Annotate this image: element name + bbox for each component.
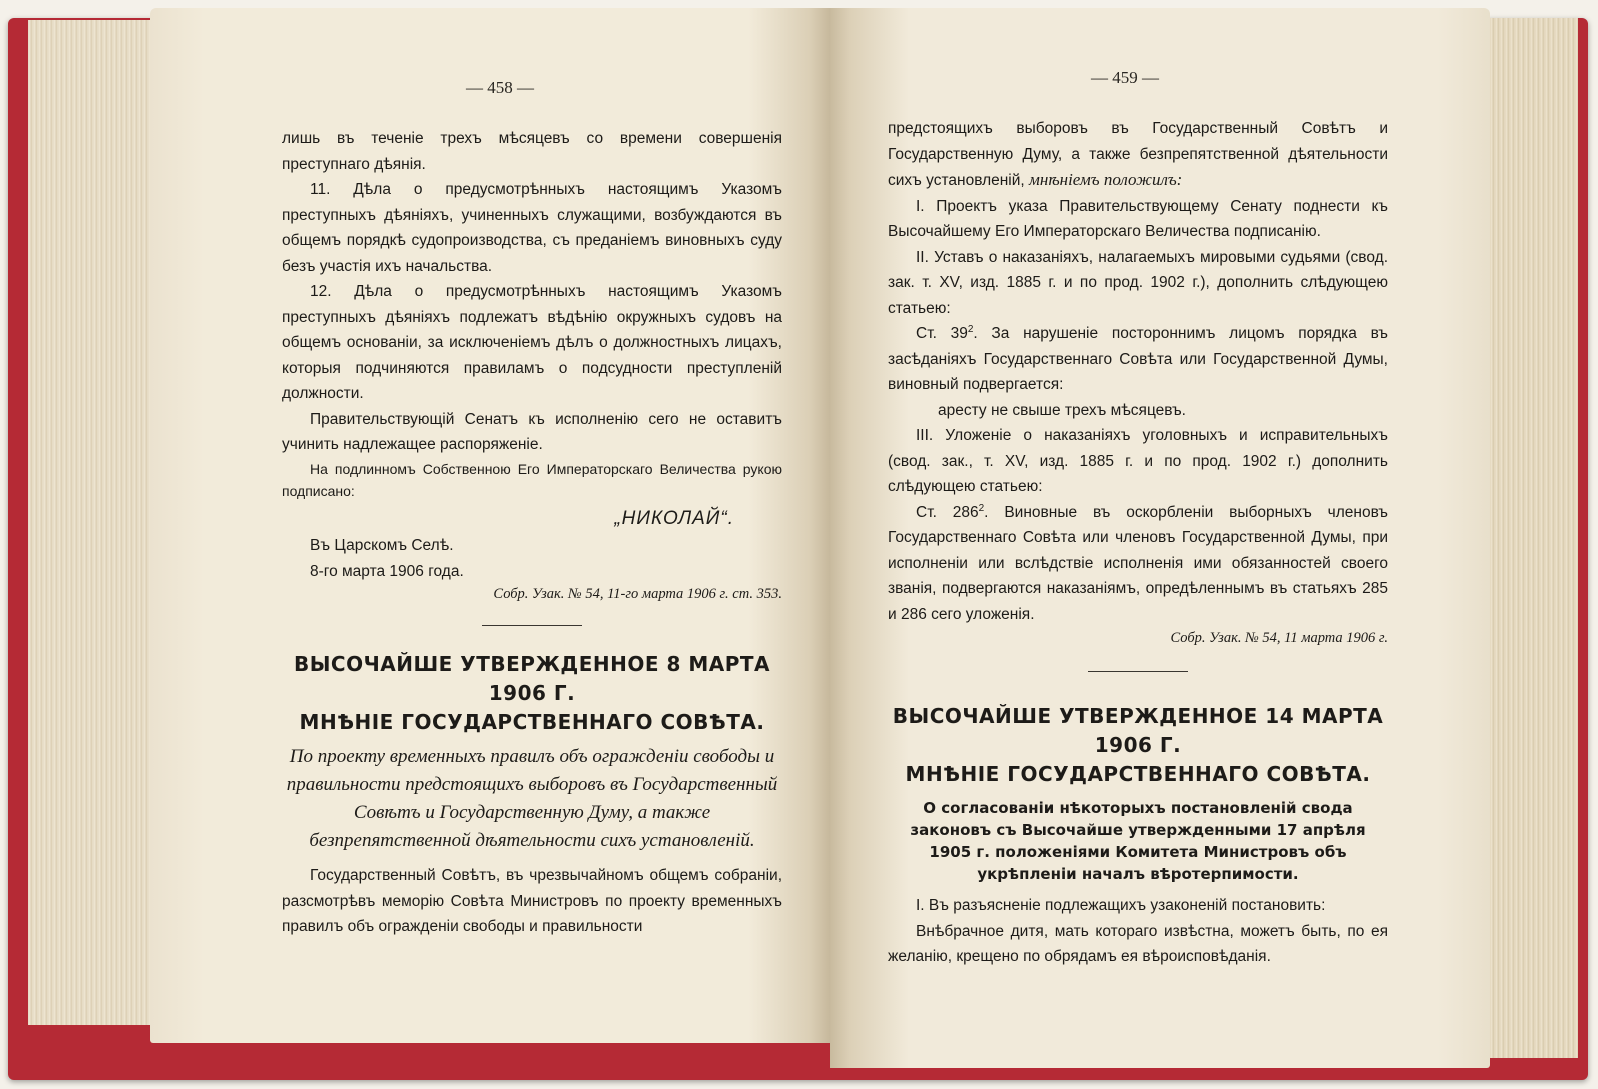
article-number: Ст. 39: [916, 325, 968, 342]
article-superscript: 2: [978, 502, 985, 514]
page-number-left: — 458 —: [466, 78, 534, 97]
divider: [482, 625, 582, 626]
paragraph: лишь въ теченіе трехъ мѣсяцевъ со времени совершенія преступнаго дѣянія.: [282, 130, 782, 173]
place: Въ Царскомъ Селѣ.: [310, 537, 454, 554]
paragraph: II. Уставъ о наказаніяхъ, налагаемыхъ мировыми судьями (свод. зак. т. XV, изд. 1885 г. и по прод. 1902 г.), дополнить слѣдующею статьею:: [888, 248, 1388, 317]
section-heading: ВЫСОЧАЙШЕ УТВЕРЖДЕННОЕ 8 МАРТА 1906 Г.: [293, 652, 771, 705]
right-page: [830, 8, 1490, 1068]
left-page-text: [282, 126, 782, 940]
paragraph: [888, 116, 1388, 194]
paragraph: Правительствующій Сенатъ къ исполненію сего не оставитъ учинить надлежащее распоряженіе.: [282, 410, 782, 453]
paragraph: [888, 500, 1388, 628]
paragraph: 12. Дѣла о предусмотрѣнныхъ настоящимъ Указомъ преступныхъ дѣяніяхъ подлежатъ вѣдѣнію окружныхъ судовъ на общемъ основаніи, за исключеніемъ дѣлъ о должностныхъ лицахъ, которыя подчиняются правиламъ о подсудности преступленій должности.: [282, 283, 782, 402]
page-edges-right: [1480, 18, 1578, 1058]
article-superscript: 2: [967, 323, 974, 335]
paragraph: III. Уложеніе о наказаніяхъ уголовныхъ и исправительныхъ (свод. зак., т. XV, изд. 1885 г. и по прод. 1902 г.) дополнить слѣдующею статьею:: [888, 427, 1388, 495]
date: 8-го марта 1906 года.: [310, 563, 464, 580]
divider: [1088, 671, 1188, 672]
left-page: [150, 8, 830, 1043]
section-subtitle: О согласованіи нѣкоторыхъ постановленій свода законовъ съ Высочайше утвержденными 17 апрѣля 1905 г. положеніями Комитета Министровъ объ укрѣпленіи началъ вѣротерпимости.: [910, 799, 1366, 883]
source-citation: Собр. Узак. № 54, 11 марта 1906 г.: [1170, 630, 1388, 646]
right-page-text: [888, 116, 1388, 970]
paragraph: [888, 321, 1388, 398]
source-citation: Собр. Узак. № 54, 11-го марта 1906 г. ст. 353.: [493, 586, 782, 602]
paragraph-text: . Виновные въ оскорбленіи выборныхъ членовъ Государственнаго Совѣта или членовъ Государственной Думы, при исполненіи или вслѣдствіе исполненія ими обязанностей своего званія, подвергаются наказаніямъ, опредѣленнымъ въ статьяхъ 285 и 286 сего уложенія.: [888, 503, 1388, 623]
section-heading: МНѢНІЕ ГОСУДАРСТВЕННАГО СОВѢТА.: [299, 710, 765, 734]
paragraph: I. Въ разъясненіе подлежащихъ узаконеній постановить:: [916, 897, 1326, 914]
paragraph: Внѣбрачное дитя, мать котораго извѣстна, можетъ быть, по ея желанію, крещено по обрядамъ ея вѣроисповѣданія.: [888, 922, 1388, 965]
section-subtitle: По проекту временныхъ правилъ объ огражденіи свободы и правильности предстоящихъ выборовъ въ Государственный Совѣтъ и Государственную Думу, а также безпрепятственной дѣятельности сихъ установленій.: [286, 746, 778, 851]
signature: „НИКОЛАЙ“.: [614, 507, 734, 529]
article-number: Ст. 286: [916, 503, 979, 521]
paragraph: аресту не свыше трехъ мѣсяцевъ.: [938, 401, 1186, 419]
emphasis: мнѣніемъ положилъ:: [1029, 170, 1183, 189]
paragraph-text: предстоящихъ выборовъ въ Государственный Совѣтъ и Государственную Думу, а также безпрепятственной дѣятельности сихъ установленій,: [888, 120, 1388, 189]
paragraph: I. Проектъ указа Правительствующему Сенату поднести къ Высочайшему Его Императорскаго Величества подписанію.: [888, 197, 1388, 240]
paragraph: 11. Дѣла о предусмотрѣнныхъ настоящимъ Указомъ преступныхъ дѣяніяхъ, учиненныхъ служащими, возбуждаются въ общемъ порядкѣ судопроизводства, съ преданіемъ виновныхъ суду безъ участія ихъ начальства.: [282, 181, 782, 275]
section-heading: МНѢНІЕ ГОСУДАРСТВЕННАГО СОВѢТА.: [905, 762, 1371, 786]
paragraph: Государственный Совѣтъ, въ чрезвычайномъ общемъ собраніи, разсмотрѣвъ меморію Совѣта Министровъ по проекту временныхъ правилъ объ огражденіи свободы и правильности: [282, 867, 782, 935]
original-note: На подлинномъ Собственною Его Императорскаго Величества рукою подписано:: [282, 460, 782, 499]
paragraph-text: . За нарушеніе постороннимъ лицомъ порядка въ засѣданіяхъ Государственнаго Совѣта или Государственной Думы, виновный подвергается:: [888, 325, 1388, 393]
section-heading: ВЫСОЧАЙШЕ УТВЕРЖДЕННОЕ 14 МАРТА 1906 Г.: [892, 704, 1384, 757]
page-number-right: — 459 —: [1091, 68, 1159, 87]
